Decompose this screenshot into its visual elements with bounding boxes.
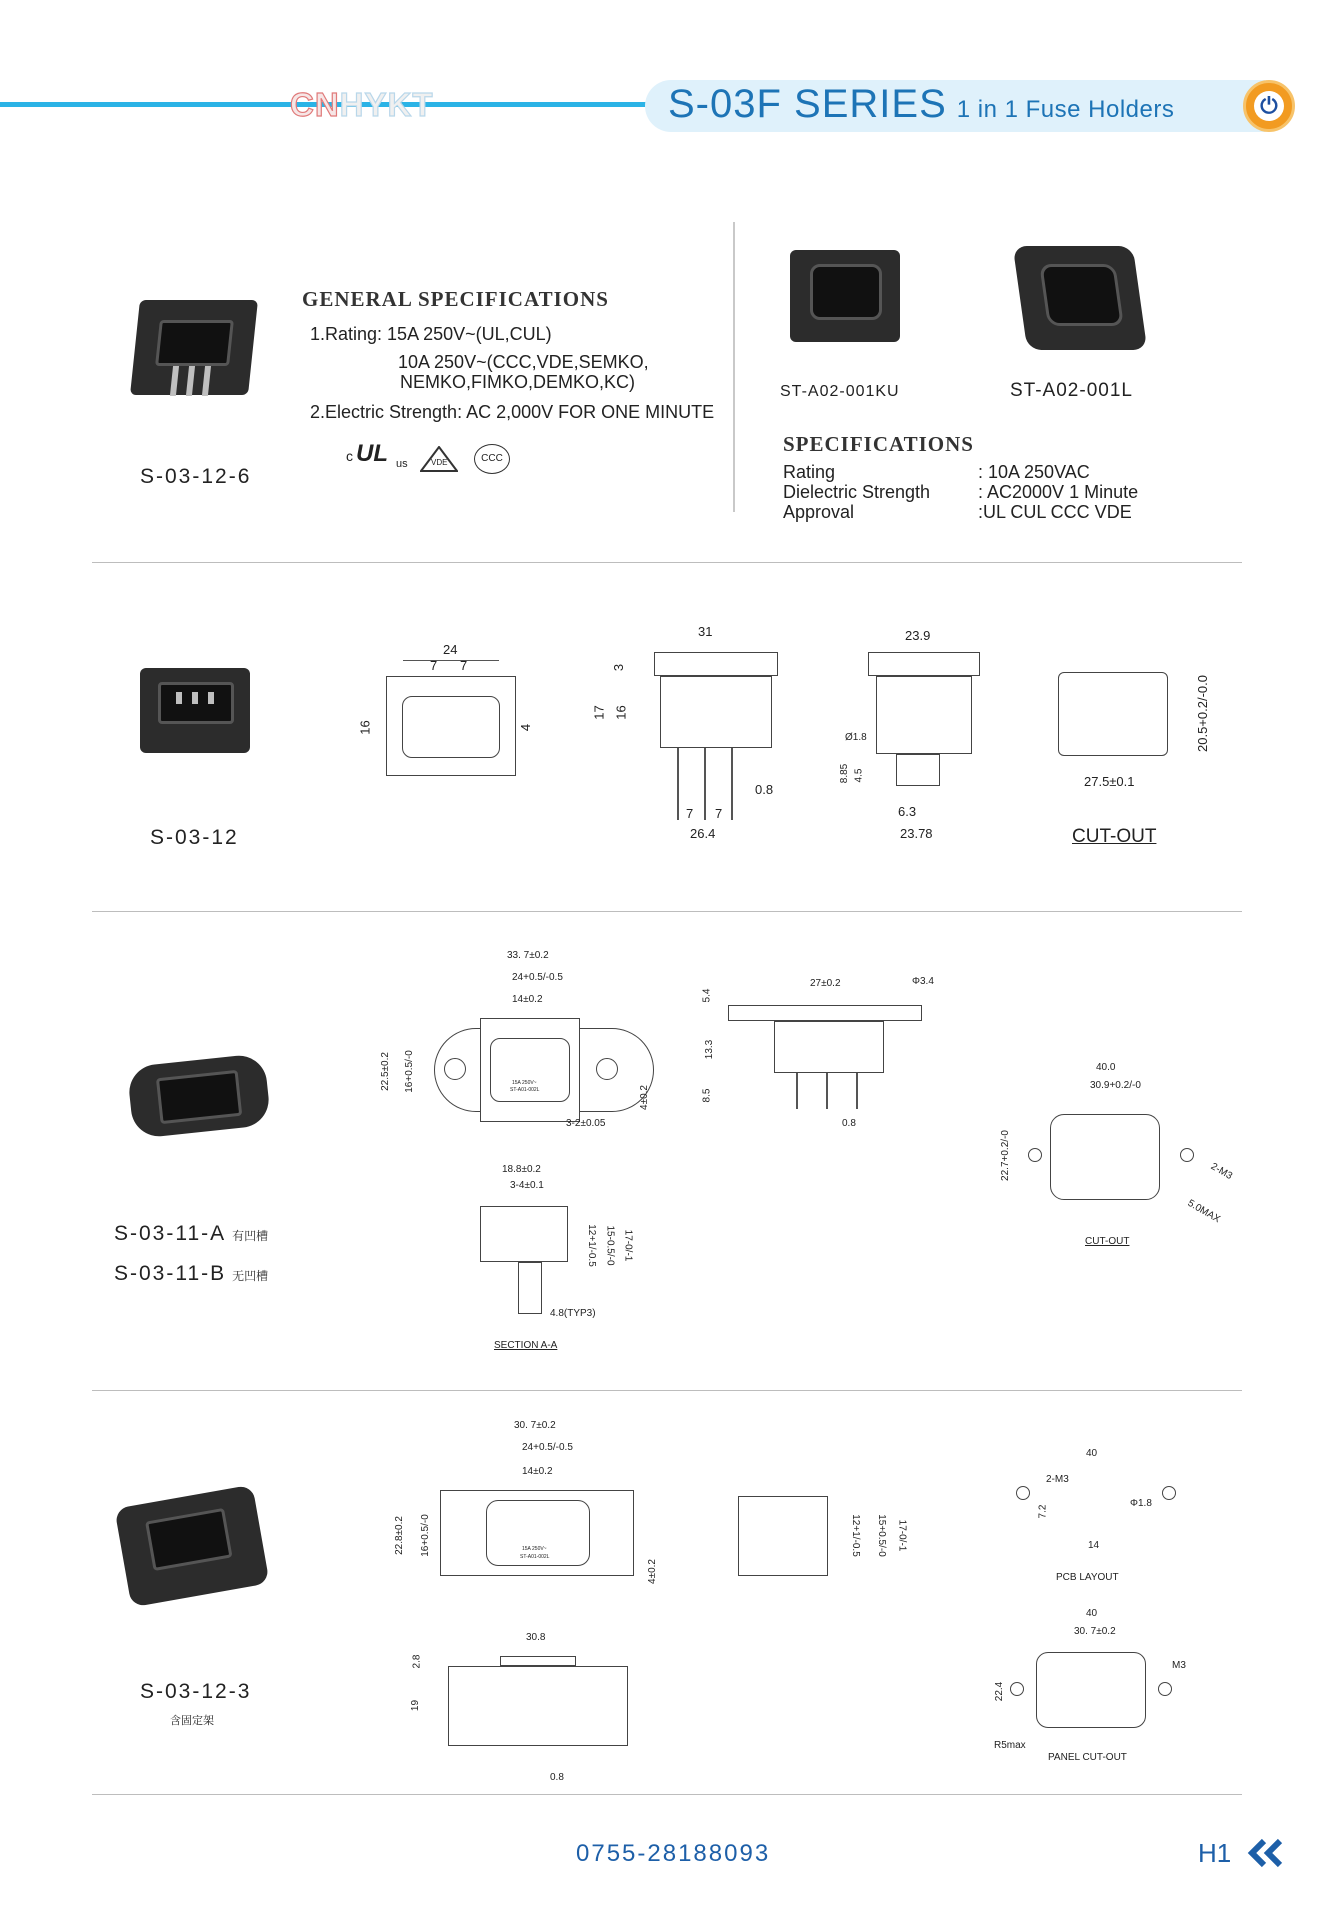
model-label-s-03-12: S-03-12 (150, 826, 239, 849)
section-divider-1 (92, 562, 1242, 563)
end-bottom-dim: 23.78 (900, 826, 933, 841)
vde-cert-label: VDE (431, 458, 448, 467)
dim-line (403, 660, 499, 661)
side-view-body (774, 1021, 884, 1073)
side-width-dim: 31 (698, 624, 713, 639)
pin-line (677, 748, 679, 820)
product-photo-s-03-12-3 (114, 1485, 269, 1608)
page-number: H1 (1198, 1838, 1232, 1868)
section-divider-2 (92, 911, 1242, 912)
specifications-heading: SPECIFICATIONS (783, 432, 974, 456)
panel-height-dim: 22.4 (994, 1681, 1006, 1702)
section-h2-dim: 15-0.5/-0 (604, 1225, 616, 1266)
panel-cutout-hole-left (1010, 1682, 1024, 1696)
ccc-cert-icon: CCC (474, 444, 510, 474)
end-tab-dim: 6.3 (898, 804, 917, 819)
pcb-pitch-dim: 14 (1088, 1540, 1100, 1551)
model-label-s-03-11-a: S-03-11-A 有凹槽 (114, 1222, 269, 1245)
front-w1-dim: 33. 7±0.2 (507, 950, 549, 961)
side-h2-dim: 15+0.5/-0 (875, 1514, 887, 1557)
side-h2-dim: 17 (591, 705, 607, 720)
end-view-tab (896, 754, 940, 786)
cutout-w1-dim: 40.0 (1096, 1062, 1116, 1073)
brand-logo: CNHYKT (290, 86, 434, 123)
side-hole-dim: Φ3.4 (912, 976, 934, 987)
product-photo-s-03-12-6 (130, 300, 258, 395)
pcb-width-dim: 40 (1086, 1448, 1098, 1459)
cutout-h-dim: 22.7+0.2/-0 (999, 1130, 1011, 1181)
cutout-label: CUT-OUT (1085, 1236, 1130, 1247)
model-label-st-a02-001ku: ST-A02-001KU (780, 383, 900, 400)
model-label-s-03-11-b: S-03-11-B 无凹槽 (114, 1262, 269, 1285)
power-icon: ⏻ (1260, 93, 1278, 118)
end-view-body (876, 676, 972, 754)
section-divider-3 (92, 1390, 1242, 1391)
model-note-b: 无凹槽 (232, 1269, 269, 1283)
section-view-tab (518, 1262, 542, 1314)
spec-label-approval: Approval (783, 502, 855, 522)
front-w3-dim: 14±0.2 (512, 994, 543, 1005)
cutout-hole-left (1028, 1148, 1042, 1162)
bottom-view-drawing (448, 1666, 628, 1746)
side-h3-dim: 17-0/-1 (896, 1519, 908, 1552)
mount-hole-right (596, 1058, 618, 1080)
model-label-s-03-12-6: S-03-12-6 (140, 465, 252, 488)
side-h2-dim: 13.3 (704, 1039, 716, 1060)
pcb-hole-right (1162, 1486, 1176, 1500)
side-view-drawing (654, 652, 778, 676)
section-w2-dim: 3-4±0.1 (510, 1180, 544, 1191)
front-w1-dim: 30. 7±0.2 (514, 1420, 556, 1431)
front-side-dim: 4 (518, 723, 534, 732)
pin-width-dim: 0.8 (755, 782, 774, 797)
section-h3-dim: 17-0/-1 (622, 1229, 634, 1262)
panel-cutout-hole-right (1158, 1682, 1172, 1696)
pcb-screw-dim: 2-M3 (1046, 1474, 1069, 1485)
mount-hole-left (444, 1058, 466, 1080)
pcb-hole-left (1016, 1486, 1030, 1500)
series-title: S-03F SERIES 1 in 1 Fuse Holders (668, 82, 1175, 126)
cutout-width-dim: 27.5±0.1 (1084, 774, 1135, 789)
side-pitch-dim: 7 (715, 806, 723, 821)
cutout-max-dim: 5.0MAX (1185, 1197, 1222, 1226)
cutout-screw-dim: 2-M3 (1208, 1161, 1235, 1182)
side-h3-dim: 8.5 (701, 1088, 713, 1103)
ul-cert-icon: UL (356, 440, 388, 467)
section-divider-4 (92, 1794, 1242, 1795)
product-photo-s-03-12 (140, 668, 250, 753)
side-h1-dim: 12+1/-0.5 (849, 1514, 861, 1557)
double-chevron-left-icon[interactable] (1246, 1838, 1284, 1868)
front-w2-dim: 24+0.5/-0.5 (522, 1442, 573, 1453)
pin-line (704, 748, 706, 820)
model-label-s-03-12-3: S-03-12-3 (140, 1680, 252, 1703)
pin-line (856, 1073, 858, 1109)
rating-line-2: 10A 250V~(CCC,VDE,SEMKO, (398, 352, 649, 372)
pcb-height-dim: 7.2 (1037, 1504, 1049, 1519)
bottom-pin-dim: 0.8 (550, 1772, 564, 1783)
rating-line-1: 1.Rating: 15A 250V~(UL,CUL) (310, 324, 552, 344)
front-view-inlet-outline (402, 696, 500, 758)
pcb-hole-dim: Φ1.8 (1130, 1498, 1152, 1509)
general-specs-heading: GENERAL SPECIFICATIONS (302, 287, 609, 311)
rating-line-3: NEMKO,FIMKO,DEMKO,KC) (400, 372, 636, 392)
side-h3-dim: 16 (613, 705, 629, 720)
front-h2-dim: 16+0.5/-0 (419, 1514, 431, 1557)
front-height-dim: 16 (357, 720, 373, 735)
model-label-st-a02-001l: ST-A02-001L (1010, 380, 1133, 401)
bottom-width-dim: 30.8 (526, 1632, 546, 1643)
panel-w2-dim: 30. 7±0.2 (1074, 1626, 1116, 1637)
front-h1-dim: 22.5±0.2 (379, 1052, 391, 1091)
front-pitch-dim: 7 (460, 658, 468, 673)
side-view-drawing (738, 1496, 828, 1576)
side-width-dim: 27±0.2 (810, 978, 841, 989)
front-slot-dim: 3-2±0.05 (566, 1118, 606, 1129)
footer-phone: 0755-28188093 (576, 1840, 771, 1867)
side-bottom-dim: 26.4 (690, 826, 716, 841)
side-pin-dim: 0.8 (842, 1118, 856, 1129)
panel-screw-dim: M3 (1172, 1660, 1186, 1671)
front-h2-dim: 16+0.5/-0 (403, 1050, 415, 1093)
cert-c-mark: c (346, 448, 353, 464)
section-h1-dim: 12+1/-0.5 (585, 1224, 597, 1267)
spec-value-dielectric: : AC2000V 1 Minute (978, 482, 1139, 502)
panel-cutout-label: PANEL CUT-OUT (1048, 1752, 1127, 1763)
cutout-hole-right (1180, 1148, 1194, 1162)
end-v1-dim: 8.85 (839, 763, 851, 784)
model-note-s-03-12-3: 含固定架 (170, 1714, 214, 1727)
inlet-marking-1: 15A 250V~ (512, 1080, 537, 1086)
front-h1-dim: 22.8±0.2 (393, 1516, 405, 1555)
pcb-layout-label: PCB LAYOUT (1056, 1572, 1119, 1583)
inlet-marking-2: ST-A01-002L (510, 1087, 540, 1093)
end-v2-dim: 4.5 (853, 768, 865, 783)
side-h1-dim: 5.4 (701, 988, 713, 1003)
cutout-drawing (1050, 1114, 1160, 1200)
product-photo-st-a02-001ku (790, 250, 900, 342)
panel-radius-dim: R5max (994, 1740, 1026, 1751)
section-tab-dim: 4.8(TYP3) (550, 1308, 596, 1319)
panel-w1-dim: 40 (1086, 1608, 1098, 1619)
bottom-view-top (500, 1656, 576, 1666)
end-hole-dim: Ø1.8 (845, 732, 867, 743)
side-view-body (660, 676, 772, 748)
end-width-dim: 23.9 (905, 628, 931, 643)
inlet-marking-2: ST-A01-002L (520, 1554, 550, 1560)
front-width-dim: 24 (443, 642, 458, 657)
front-w3-dim: 14±0.2 (522, 1466, 553, 1477)
section-view-label: SECTION A-A (494, 1340, 558, 1351)
front-w2-dim: 24+0.5/-0.5 (512, 972, 563, 983)
section-view-drawing (480, 1206, 568, 1262)
spec-value-rating: : 10A 250VAC (978, 462, 1090, 482)
pin-line (826, 1073, 828, 1109)
cutout-drawing (1058, 672, 1168, 756)
spec-label-dielectric: Dielectric Strength (783, 482, 931, 502)
cutout-label: CUT-OUT (1072, 826, 1157, 847)
cutout-height-dim: 20.5+0.2/-0.0 (1194, 675, 1210, 752)
product-photo-s-03-11 (127, 1053, 272, 1139)
section-w1-dim: 18.8±0.2 (502, 1164, 541, 1175)
side-view-flange (728, 1005, 922, 1021)
electric-strength-line: 2.Electric Strength: AC 2,000V FOR ONE MINUTE (310, 402, 715, 422)
model-note-a: 有凹槽 (232, 1229, 269, 1243)
end-view-drawing (868, 652, 980, 676)
panel-cutout-drawing (1036, 1652, 1146, 1728)
cert-us-mark: us (396, 458, 408, 470)
inlet-marking-1: 15A 250V~ (522, 1546, 547, 1552)
pin-line (796, 1073, 798, 1109)
spec-label-rating: Rating (783, 462, 836, 482)
bottom-h1-dim: 2.8 (411, 1654, 423, 1669)
front-side-dim: 4±0.2 (638, 1085, 650, 1110)
spec-value-approval: :UL CUL CCC VDE (978, 502, 1132, 522)
side-pitch-dim: 7 (686, 806, 694, 821)
product-photo-st-a02-001l (1013, 246, 1148, 350)
cutout-w2-dim: 30.9+0.2/-0 (1090, 1080, 1141, 1091)
front-pitch-dim: 7 (430, 658, 438, 673)
series-subtitle: 1 in 1 Fuse Holders (956, 96, 1175, 123)
front-side-dim: 4±0.2 (646, 1559, 658, 1584)
bottom-h2-dim: 19 (410, 1699, 422, 1712)
vertical-divider (733, 222, 735, 512)
side-h1-dim: 3 (611, 663, 627, 672)
pin-line (731, 748, 733, 820)
